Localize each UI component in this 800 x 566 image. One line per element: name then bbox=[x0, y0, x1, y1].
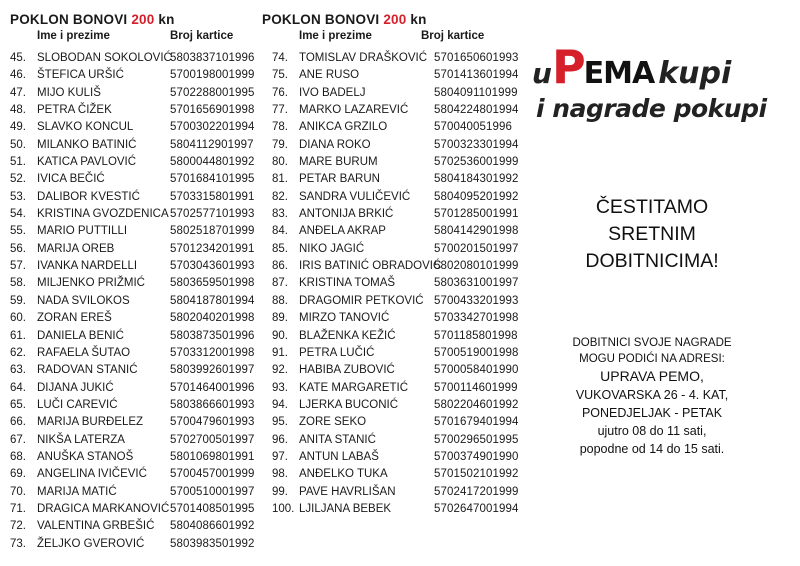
middle-column-subheader bbox=[262, 28, 524, 44]
winner-row bbox=[262, 414, 524, 431]
winner-card-number: 5803631001997 bbox=[434, 277, 519, 290]
winner-name: KATICA PAVLOVIĆ bbox=[37, 156, 137, 169]
winner-number: 99. bbox=[272, 485, 288, 498]
winner-number: 69. bbox=[10, 468, 26, 481]
winner-name: ANTONIJA BRKIĆ bbox=[299, 208, 394, 221]
winner-row bbox=[262, 380, 524, 397]
info-morning-hours: ujutro 08 do 11 sati, bbox=[597, 424, 707, 438]
winner-number: 78. bbox=[272, 121, 288, 134]
winner-card-number: 5803837101996 bbox=[170, 52, 255, 64]
winner-name: DIJANA JUKIĆ bbox=[37, 381, 114, 394]
winner-name: ANTUN LABAŠ bbox=[299, 450, 379, 463]
winner-number: 74. bbox=[272, 52, 288, 64]
winner-row bbox=[10, 328, 262, 345]
winner-name: ANE RUSO bbox=[299, 69, 360, 82]
winner-number: 61. bbox=[10, 329, 26, 342]
winner-number: 81. bbox=[272, 173, 288, 186]
winner-name: MILJENKO PRIŽMIĆ bbox=[37, 277, 145, 290]
logo-kupi: kupi bbox=[658, 56, 732, 91]
winner-card-number: 5804086601992 bbox=[170, 520, 255, 533]
winner-row bbox=[10, 119, 262, 136]
winner-number: 45. bbox=[10, 52, 26, 64]
winner-card-number: 5804187801994 bbox=[170, 294, 255, 307]
winner-card-number: 5702536001999 bbox=[434, 156, 519, 169]
heading-currency: kn bbox=[158, 12, 175, 27]
winner-name: BLAŽENKA KEŽIĆ bbox=[299, 329, 396, 342]
winner-number: 96. bbox=[272, 433, 288, 446]
winner-name: PETAR BARUN bbox=[299, 173, 380, 186]
winner-card-number: 5702647001994 bbox=[434, 502, 519, 515]
winner-row bbox=[262, 345, 524, 362]
winner-number: 92. bbox=[272, 364, 288, 377]
winner-card-number: 5700457001999 bbox=[170, 468, 255, 481]
winner-number: 67. bbox=[10, 433, 26, 446]
winner-number: 88. bbox=[272, 294, 288, 307]
winner-card-number: 5700519001998 bbox=[434, 346, 519, 359]
winner-card-number: 5700323301994 bbox=[434, 138, 519, 151]
winner-card-number: 5700296501995 bbox=[434, 433, 519, 446]
winner-card-number: 5701285001991 bbox=[434, 208, 519, 221]
winner-number: 51. bbox=[10, 156, 26, 169]
winner-row bbox=[10, 536, 262, 553]
winner-name: HABIBA ZUBOVIĆ bbox=[299, 364, 395, 377]
winner-name: PETRA LUČIĆ bbox=[299, 346, 375, 359]
winner-row bbox=[262, 275, 524, 292]
winner-name: SLOBODAN SOKOLOVIĆ bbox=[37, 52, 172, 64]
winner-row bbox=[262, 154, 524, 171]
winner-number: 75. bbox=[272, 69, 288, 82]
winner-name: MARIJA OREB bbox=[37, 242, 115, 255]
winner-number: 77. bbox=[272, 104, 288, 117]
winner-card-number: 5800044801992 bbox=[170, 156, 255, 169]
winner-name: DIANA ROKO bbox=[299, 138, 371, 151]
winner-card-number: 5701679401994 bbox=[434, 416, 519, 429]
winner-name: NADA SVILOKOS bbox=[37, 294, 130, 307]
winner-card-number: 5804112901997 bbox=[170, 138, 254, 151]
winner-number: 58. bbox=[10, 277, 26, 290]
winner-name: NIKŠA LATERZA bbox=[37, 433, 125, 446]
winner-number: 65. bbox=[10, 398, 26, 411]
winner-card-number: 5700433201993 bbox=[434, 294, 519, 307]
winner-row bbox=[262, 85, 524, 102]
winner-card-number: 5703315801991 bbox=[170, 190, 255, 203]
winner-name: ŠTEFICA URŠIĆ bbox=[37, 69, 124, 82]
info-address-street: VUKOVARSKA 26 - 4. KAT, bbox=[575, 388, 729, 402]
winner-card-number: 5803659501998 bbox=[170, 277, 255, 290]
card-column-header: Broj kartice bbox=[421, 30, 485, 42]
winner-number: 73. bbox=[10, 537, 26, 550]
winner-row bbox=[262, 449, 524, 466]
winner-row bbox=[262, 67, 524, 84]
winner-name: KATE MARGARETIĆ bbox=[299, 381, 409, 394]
info-days: PONEDJELJAK - PETAK bbox=[581, 406, 723, 420]
winner-number: 97. bbox=[272, 450, 288, 463]
winner-number: 47. bbox=[10, 86, 26, 99]
winner-row bbox=[262, 466, 524, 483]
winner-name: MILANKO BATINIĆ bbox=[37, 138, 137, 151]
winner-number: 49. bbox=[10, 121, 26, 134]
winner-name: MARKO LAZAREVIĆ bbox=[299, 104, 409, 117]
winner-number: 55. bbox=[10, 225, 26, 238]
congrats-line2: SRETNIM bbox=[608, 223, 696, 245]
winner-row bbox=[262, 50, 524, 67]
winner-card-number: 5803873501996 bbox=[170, 329, 255, 342]
winner-number: 52. bbox=[10, 173, 26, 186]
winner-row bbox=[262, 397, 524, 414]
winner-number: 89. bbox=[272, 312, 288, 325]
winner-name: KRISTINA TOMAŠ bbox=[299, 277, 396, 290]
winner-number: 62. bbox=[10, 346, 26, 359]
winner-card-number: 5702577101993 bbox=[170, 208, 255, 221]
winner-name: KRISTINA GVOZDENICA bbox=[37, 208, 169, 221]
winner-card-number: 5702417201999 bbox=[434, 485, 519, 498]
winner-number: 87. bbox=[272, 277, 288, 290]
winner-card-number: 570040051996 bbox=[434, 121, 512, 134]
winner-name: LJILJANA BEBEK bbox=[299, 502, 392, 515]
winner-number: 70. bbox=[10, 485, 26, 498]
logo-slogan-line1 bbox=[532, 40, 731, 94]
winner-number: 79. bbox=[272, 138, 288, 151]
winner-name: LJERKA BUCONIĆ bbox=[299, 398, 399, 411]
winner-row bbox=[10, 362, 262, 379]
winner-number: 48. bbox=[10, 104, 26, 117]
pema-logo bbox=[532, 40, 772, 140]
name-column-header: Ime i prezime bbox=[37, 30, 110, 42]
winner-name: ŽELJKO GVEROVIĆ bbox=[37, 537, 145, 550]
winner-number: 86. bbox=[272, 260, 288, 273]
winner-name: DRAGICA MARKANOVIĆ bbox=[37, 502, 170, 515]
winner-number: 54. bbox=[10, 208, 26, 221]
winner-row bbox=[262, 137, 524, 154]
winner-name: NIKO JAGIĆ bbox=[299, 242, 365, 255]
winner-name: MARE BURUM bbox=[299, 156, 378, 169]
winner-number: 94. bbox=[272, 398, 288, 411]
winner-number: 63. bbox=[10, 364, 26, 377]
winner-number: 93. bbox=[272, 381, 288, 394]
winner-name: DRAGOMIR PETKOVIĆ bbox=[299, 294, 424, 307]
heading-amount: 200 bbox=[131, 12, 155, 27]
winner-card-number: 5803866601993 bbox=[170, 398, 255, 411]
winner-row bbox=[10, 275, 262, 292]
winner-card-number: 5701234201991 bbox=[170, 242, 255, 255]
winner-row bbox=[262, 119, 524, 136]
winner-name: ANUŠKA STANOŠ bbox=[37, 450, 134, 463]
winner-card-number: 5700058401990 bbox=[434, 364, 519, 377]
winner-row bbox=[10, 223, 262, 240]
logo-slogan-line2: i nagrade pokupi bbox=[536, 94, 767, 123]
winner-name: MIRZO TANOVIĆ bbox=[299, 312, 390, 325]
logo-p: P bbox=[551, 40, 584, 94]
winner-card-number: 5702700501997 bbox=[170, 433, 255, 446]
winner-number: 85. bbox=[272, 242, 288, 255]
winner-card-number: 5703043601993 bbox=[170, 260, 255, 273]
winner-card-number: 5700198001999 bbox=[170, 69, 255, 82]
winner-name: ANĐELKO TUKA bbox=[299, 468, 388, 481]
winner-row bbox=[10, 293, 262, 310]
winner-card-number: 5701684101995 bbox=[170, 173, 255, 186]
winner-name: ZORE SEKO bbox=[299, 416, 367, 429]
winner-card-number: 5701408501995 bbox=[170, 502, 255, 515]
winner-card-number: 5701413601994 bbox=[434, 69, 519, 82]
winner-name: DALIBOR KVESTIĆ bbox=[37, 190, 140, 203]
winner-row bbox=[10, 102, 262, 119]
winner-name: DANIELA BENIĆ bbox=[37, 329, 124, 342]
winner-card-number: 5701185801998 bbox=[434, 329, 518, 342]
winner-row bbox=[10, 414, 262, 431]
winner-name: MARIJA BURĐELEZ bbox=[37, 416, 144, 429]
winner-row bbox=[262, 206, 524, 223]
prize-pickup-info bbox=[552, 335, 752, 458]
winner-number: 71. bbox=[10, 502, 26, 515]
winner-number: 66. bbox=[10, 416, 26, 429]
winner-row bbox=[262, 223, 524, 240]
winner-number: 80. bbox=[272, 156, 288, 169]
winner-name: IVO BADELJ bbox=[299, 86, 366, 99]
winner-name: LUČI CAREVIĆ bbox=[37, 398, 118, 411]
info-line2: MOGU PODIĆI NA ADRESI: bbox=[579, 353, 725, 365]
congrats-line3: DOBITNICIMA! bbox=[585, 250, 719, 272]
winner-number: 57. bbox=[10, 260, 26, 273]
winner-name: RAFAELA ŠUTAO bbox=[37, 346, 131, 359]
winner-name: PAVE HAVRLIŠAN bbox=[299, 485, 396, 498]
winner-number: 64. bbox=[10, 381, 26, 394]
winner-card-number: 5804184301992 bbox=[434, 173, 519, 186]
winner-row bbox=[262, 484, 524, 501]
middle-winners-list bbox=[262, 50, 524, 518]
winner-row bbox=[262, 310, 524, 327]
heading-currency: kn bbox=[410, 12, 427, 27]
middle-column-heading bbox=[262, 12, 524, 28]
winner-number: 68. bbox=[10, 450, 26, 463]
winner-name: MARIJA MATIĆ bbox=[37, 485, 117, 498]
winner-name: MARIO PUTTILLI bbox=[37, 225, 128, 238]
winner-row bbox=[10, 137, 262, 154]
winner-row bbox=[10, 258, 262, 275]
winner-number: 83. bbox=[272, 208, 288, 221]
winner-name: ANIKCA GRZILO bbox=[299, 121, 388, 134]
winner-number: 46. bbox=[10, 69, 26, 82]
winner-card-number: 5802040201998 bbox=[170, 312, 255, 325]
winner-card-number: 5700479601993 bbox=[170, 416, 255, 429]
winner-card-number: 5802518701999 bbox=[170, 225, 255, 238]
winner-row bbox=[10, 345, 262, 362]
winner-card-number: 5804095201992 bbox=[434, 190, 519, 203]
winner-card-number: 5802204601992 bbox=[434, 398, 519, 411]
winner-row bbox=[10, 484, 262, 501]
logo-ema: EMA bbox=[583, 56, 655, 91]
winner-card-number: 5703342701998 bbox=[434, 312, 519, 325]
winner-row bbox=[262, 258, 524, 275]
winner-number: 59. bbox=[10, 294, 26, 307]
winner-name: VALENTINA GRBEŠIĆ bbox=[37, 520, 155, 533]
winner-name: SANDRA VULIČEVIĆ bbox=[299, 190, 411, 203]
winner-number: 72. bbox=[10, 520, 26, 533]
winner-number: 82. bbox=[272, 190, 288, 203]
middle-winners-column bbox=[262, 12, 524, 518]
heading-amount: 200 bbox=[383, 12, 407, 27]
winner-name: ZORAN EREŠ bbox=[37, 312, 112, 325]
winner-name: IVICA BEČIĆ bbox=[37, 173, 105, 186]
info-line1: DOBITNICI SVOJE NAGRADE bbox=[572, 337, 732, 349]
winner-row bbox=[10, 171, 262, 188]
winner-card-number: 5700510001997 bbox=[170, 485, 255, 498]
winner-row bbox=[10, 67, 262, 84]
winner-number: 90. bbox=[272, 329, 288, 342]
winner-card-number: 5700114601999 bbox=[434, 381, 518, 394]
info-address-name: UPRAVA PEMO, bbox=[600, 368, 704, 384]
winner-name: TOMISLAV DRAŠKOVIĆ bbox=[299, 52, 428, 64]
winner-card-number: 5701502101992 bbox=[434, 468, 519, 481]
winner-name: IRIS BATINIĆ OBRADOVIĆ bbox=[299, 260, 442, 273]
winner-card-number: 5701656901998 bbox=[170, 104, 255, 117]
winner-number: 76. bbox=[272, 86, 288, 99]
left-winners-list bbox=[10, 50, 262, 553]
winner-row bbox=[262, 171, 524, 188]
winner-row bbox=[10, 189, 262, 206]
winner-row bbox=[10, 380, 262, 397]
winner-number: 56. bbox=[10, 242, 26, 255]
heading-text: POKLON BONOVI bbox=[262, 12, 380, 27]
winner-card-number: 5702288001995 bbox=[170, 86, 255, 99]
winner-card-number: 5801069801991 bbox=[170, 450, 255, 463]
winner-row bbox=[10, 241, 262, 258]
heading-text: POKLON BONOVI bbox=[10, 12, 128, 27]
winner-name: SLAVKO KONCUL bbox=[37, 121, 134, 134]
left-column-subheader bbox=[10, 28, 262, 44]
left-column-heading bbox=[10, 12, 262, 28]
winner-card-number: 5701464001996 bbox=[170, 381, 255, 394]
winner-row bbox=[10, 206, 262, 223]
winner-row bbox=[10, 501, 262, 518]
winner-card-number: 5700302201994 bbox=[170, 121, 255, 134]
winner-name: IVANKA NARDELLI bbox=[37, 260, 138, 273]
winner-card-number: 5701650601993 bbox=[434, 52, 519, 64]
name-column-header: Ime i prezime bbox=[299, 30, 372, 42]
winner-number: 95. bbox=[272, 416, 288, 429]
card-column-header: Broj kartice bbox=[170, 30, 234, 42]
winner-row bbox=[10, 50, 262, 67]
winner-row bbox=[262, 102, 524, 119]
winner-card-number: 5700374901990 bbox=[434, 450, 519, 463]
winner-row bbox=[10, 466, 262, 483]
winner-number: 60. bbox=[10, 312, 26, 325]
winner-card-number: 5804091101999 bbox=[434, 86, 518, 99]
winner-card-number: 5703312001998 bbox=[170, 346, 255, 359]
congratulations-message bbox=[552, 194, 752, 275]
winner-card-number: 5802080101999 bbox=[434, 260, 519, 273]
info-afternoon-hours: popodne od 14 do 15 sati. bbox=[579, 442, 725, 456]
winner-number: 50. bbox=[10, 138, 26, 151]
winner-row bbox=[262, 189, 524, 206]
winner-name: MIJO KULIŠ bbox=[37, 86, 101, 99]
winner-row bbox=[262, 432, 524, 449]
winner-row bbox=[262, 501, 524, 518]
logo-u: u bbox=[532, 57, 552, 90]
winner-name: RADOVAN STANIĆ bbox=[37, 364, 138, 377]
winner-name: ANGELINA IVIČEVIĆ bbox=[37, 468, 147, 481]
winner-row bbox=[10, 310, 262, 327]
winner-row bbox=[10, 518, 262, 535]
winner-number: 98. bbox=[272, 468, 288, 481]
winner-row bbox=[262, 362, 524, 379]
winner-row bbox=[262, 328, 524, 345]
winner-number: 84. bbox=[272, 225, 288, 238]
winner-number: 53. bbox=[10, 190, 26, 203]
winner-card-number: 5804142901998 bbox=[434, 225, 519, 238]
winner-row bbox=[10, 432, 262, 449]
winner-number: 100. bbox=[272, 502, 295, 515]
left-winners-column bbox=[10, 12, 262, 553]
winner-row bbox=[262, 293, 524, 310]
winner-row bbox=[10, 85, 262, 102]
congrats-line1: ČESTITAMO bbox=[595, 196, 709, 218]
winner-row bbox=[10, 397, 262, 414]
winner-card-number: 5803992601997 bbox=[170, 364, 255, 377]
winner-name: PETRA ČIŽEK bbox=[37, 104, 112, 117]
winner-row bbox=[262, 241, 524, 258]
winner-row bbox=[10, 449, 262, 466]
winner-card-number: 5803983501992 bbox=[170, 537, 255, 550]
winner-name: ANITA STANIĆ bbox=[299, 433, 376, 446]
winner-card-number: 5700201501997 bbox=[434, 242, 519, 255]
winner-row bbox=[10, 154, 262, 171]
winner-card-number: 5804224801994 bbox=[434, 104, 519, 117]
winner-number: 91. bbox=[272, 346, 288, 359]
winner-name: ANĐELA AKRAP bbox=[299, 225, 386, 238]
